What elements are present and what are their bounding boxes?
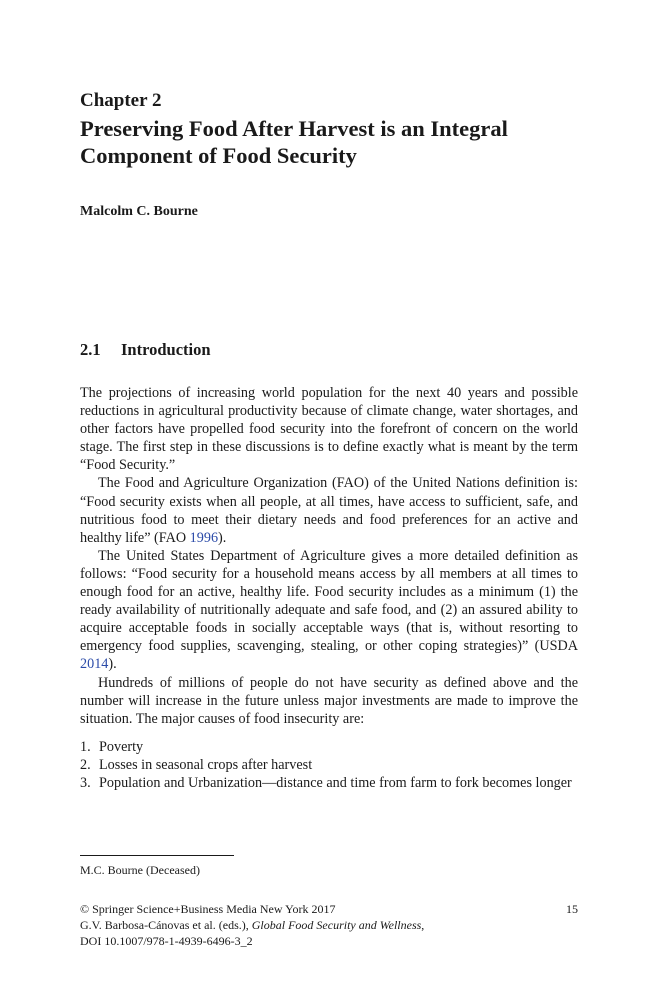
list-item-text: Population and Urbanization—distance and time from farm to fork becomes longer xyxy=(99,774,572,791)
page-number: 15 xyxy=(566,902,578,916)
list-item-text: Losses in seasonal crops after harvest xyxy=(99,756,313,773)
paragraph-4: Hundreds of millions of people do not have security as defined above and the number will increase in the future unless major investments are made to improve the situation. The major causes of food insecurity are: xyxy=(80,674,578,727)
section-heading xyxy=(80,340,211,360)
list-item xyxy=(80,756,578,774)
causes-list xyxy=(80,738,578,792)
chapter-title: Preserving Food After Harvest is an Integral Component of Food Security xyxy=(80,116,508,168)
footnote: M.C. Bourne (Deceased) xyxy=(80,863,200,877)
section-title: Introduction xyxy=(121,340,211,359)
section-number: 2.1 xyxy=(80,340,101,359)
editors: G.V. Barbosa-Cánovas et al. (eds.), xyxy=(80,918,252,932)
list-item-number: 2. xyxy=(80,756,91,773)
list-item-number: 3. xyxy=(80,774,91,791)
author-name: Malcolm C. Bourne xyxy=(80,204,198,219)
doi: DOI 10.1007/978-1-4939-6496-3_2 xyxy=(80,934,253,948)
paragraph-3-end: ). xyxy=(108,656,117,673)
paragraph-3 xyxy=(80,547,578,674)
chapter-label: Chapter 2 xyxy=(80,90,162,111)
citation-link-usda-2014[interactable]: 2014 xyxy=(80,656,109,673)
copyright-line: © Springer Science+Business Media New York 2017 xyxy=(80,902,336,916)
list-item xyxy=(80,738,578,756)
list-item-number: 1. xyxy=(80,738,91,755)
paragraph-3-text: The United States Department of Agriculture gives a more detailed definition as follows: “Food security for a household means access by all members at all times to enough food for an active, healthy life. Food security includes as a minimum (1) the ready availability of nutritionally adequate and safe food, and (2) an assured ability to acquire acceptable foods in socially acceptable ways (that is, without resorting to emergency food supplies, scavenging, stealing, or other coping strategies)” (USDA xyxy=(80,547,578,655)
book-title: Global Food Security and Wellness xyxy=(251,918,422,932)
body-text xyxy=(80,384,578,792)
paragraph-2-end: ). xyxy=(218,529,227,546)
book-reference xyxy=(80,917,578,933)
list-item xyxy=(80,774,578,792)
paragraph-2 xyxy=(80,474,578,546)
copyright-block xyxy=(80,901,578,949)
list-item-text: Poverty xyxy=(99,738,144,755)
paragraph-2-text: The Food and Agriculture Organization (FAO) of the United Nations definition is: “Food security exists when all people, at all times, have access to sufficient, safe, and nutritious food to meet their dietary needs and food preferences for an active and healthy life” (FAO xyxy=(80,475,578,546)
paragraph-1: The projections of increasing world population for the next 40 years and possible reductions in agricultural productivity because of climate change, water shortages, and other factors have propelled food security into the forefront of concern on the world stage. The first step in these discussions is to define exactly what is meant by the term “Food Security.” xyxy=(80,385,578,474)
footnote-divider xyxy=(80,855,234,856)
citation-link-fao-1996[interactable]: 1996 xyxy=(189,529,219,546)
book-reference-suffix: , xyxy=(421,918,425,932)
